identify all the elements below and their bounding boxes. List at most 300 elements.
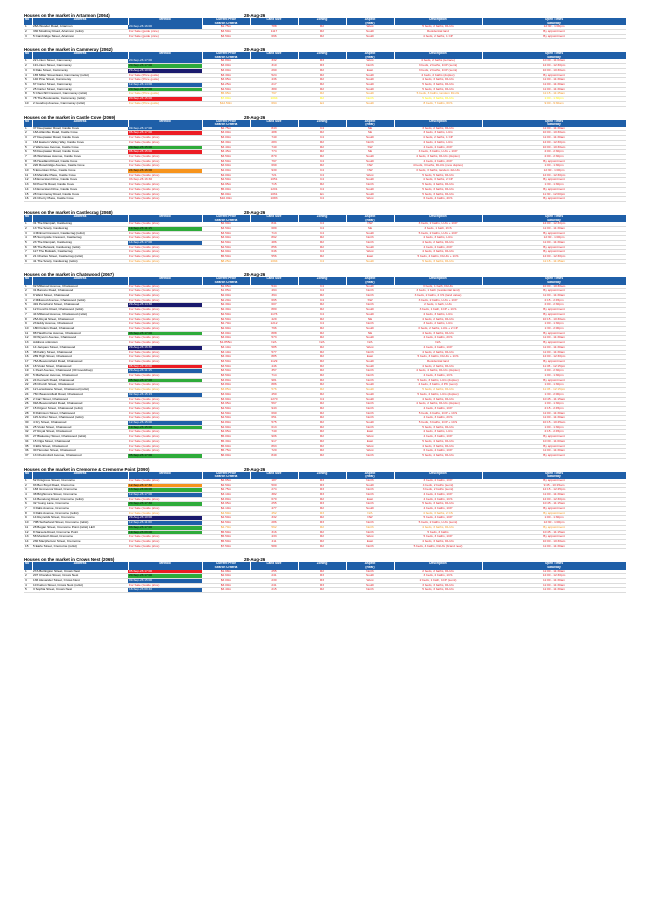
listing-open-times: By appointment [482, 73, 626, 78]
listing-zoning: C4 [298, 136, 346, 141]
listing-aspect: West [346, 250, 394, 255]
col-land-header: Land Size [250, 277, 298, 281]
listing-open-times: By appointment [482, 511, 626, 516]
listing-no: 16 [24, 197, 32, 202]
listing-row[interactable] [24, 259, 626, 264]
listing-zoning: C4 [298, 285, 346, 289]
listing-no: 30 [24, 421, 32, 426]
col-address-header: Address [32, 215, 128, 219]
listing-description: 5 beds, 3 baths, 1CP + 1CS [394, 421, 482, 426]
listing-no: 5 [24, 588, 32, 593]
listing-section [24, 554, 626, 593]
listing-aspect: East [346, 497, 394, 502]
listing-open-times: 10:00 - 10:30am [482, 285, 626, 289]
listing-description: Residential land [394, 359, 482, 364]
listing-address: 21 Charles Street, Castlecrag (relist) [32, 255, 128, 260]
listing-land-size: 450 [250, 392, 298, 397]
listing-address: 58 Murdoch Road, Cremorne [32, 535, 128, 540]
listing-method: For Sale (Guide price) [128, 444, 202, 449]
listing-open-times: 11:00 - 11:30am [482, 345, 626, 350]
col-no-header: No [24, 562, 32, 566]
listing-land-size: 906 [250, 435, 298, 440]
listing-no: 1 [24, 222, 32, 226]
listing-aspect: North [346, 369, 394, 374]
listing-description: 3 beds, 2 baths, LUG [394, 322, 482, 327]
listing-method: For Sale (Guide price) [128, 317, 202, 322]
listing-address: 14 Jacques Street, Chatswood [32, 345, 128, 350]
listing-open-times: By appointment [482, 507, 626, 512]
listing-aspect: North [346, 303, 394, 308]
listing-no: 28 [24, 411, 32, 416]
listing-zoning: R2 [298, 245, 346, 250]
listing-land-size: 1201 [250, 187, 298, 192]
listing-open-times: 11:15 - 11:45am [482, 92, 626, 97]
listing-price: $4.00m [202, 173, 250, 178]
listing-address: 18 Manville Place, Castle Cove [32, 173, 128, 178]
listing-open-times: By appointment [482, 312, 626, 317]
listing-address: 18 Violet Street, Chatswood [32, 364, 128, 369]
listing-method: 06-Sep-26 17:00 [128, 131, 202, 136]
listing-no: 18 [24, 364, 32, 369]
listing-no: 4 [24, 140, 32, 145]
col-method-header: Method [128, 120, 202, 124]
section-header [24, 464, 626, 472]
listing-price: $3.80m [202, 497, 250, 502]
listing-open-times: 10:00 - 10:30am [482, 131, 626, 136]
listing-description: 5 beds, 4 baths, 1CP + 1CS [394, 411, 482, 416]
listing-land-size: 1094 [250, 259, 298, 264]
listing-price: $3.30m [202, 355, 250, 360]
col-price-header: Current Price [202, 277, 250, 281]
listing-zoning: R3 [298, 59, 346, 63]
col-desc-header: Description [394, 18, 482, 22]
listing-aspect: South [346, 192, 394, 197]
listing-price: $2.30m [202, 303, 250, 308]
listing-section [24, 44, 626, 106]
listing-description: 4 beds, 3 baths, LUG [394, 236, 482, 241]
listing-aspect: South [346, 178, 394, 183]
listing-row[interactable] [24, 588, 626, 593]
listing-no: 3 [24, 294, 32, 299]
listing-address: 70B Sutherland Street, Cremorne (relist) [32, 521, 128, 526]
col-aspect-header: Aspect [346, 215, 394, 219]
listing-price: $1.65m [202, 285, 250, 289]
listing-description: 3 beds, 2 baths, LUG + 2 CP [394, 326, 482, 331]
listing-open-times: 11:00 - 11:30am [482, 226, 626, 231]
section-title: Houses on the market in Castlecrag (2068) [24, 209, 113, 215]
listing-price: $2.75m [202, 488, 250, 493]
listing-method: For Sale (Guide price) [128, 449, 202, 454]
listing-row[interactable] [24, 101, 626, 106]
listing-land-size: N/A [250, 341, 298, 346]
listing-aspect: South [346, 29, 394, 34]
listing-description: 3 beds, 2 baths, LUG + 1CP [394, 298, 482, 303]
listing-zoning: R2 [298, 131, 346, 136]
listing-no: 5 [24, 240, 32, 245]
col-aspect-header: Aspect [346, 120, 394, 124]
listing-method: For Sale (Guide price) [128, 411, 202, 416]
listing-description: 4 beds, 4 baths, LUG [394, 140, 482, 145]
col-no-header: No [24, 52, 32, 56]
listing-method: 29-Aug-26 14:30 [128, 303, 202, 308]
listing-row[interactable] [24, 453, 626, 458]
listing-open-times: 11:00 - 11:30am [482, 87, 626, 92]
listing-method: For Sale (Guide price) [128, 308, 202, 313]
listing-no: 5 [24, 145, 32, 150]
listing-no: 6 [24, 502, 32, 507]
listing-no: 13 [24, 341, 32, 346]
listing-address: 25 Carter Street, Cammeray [32, 87, 128, 92]
listing-land-size: 241 [250, 583, 298, 588]
listing-zoning: R2 [298, 383, 346, 388]
listing-aspect: North [346, 294, 394, 299]
listing-address: 117 The Bulwark, Castlecrag [32, 250, 128, 255]
listing-aspect: South [346, 388, 394, 393]
listing-land-size: 380 [250, 87, 298, 92]
listing-open-times: By appointment [482, 250, 626, 255]
listing-address: 60 Peel St Road, Castle Cove [32, 183, 128, 188]
listing-description: 3 beds, 2 baths, LUG + 1CP [394, 222, 482, 226]
listing-address: 230 Macpherson Street, Cremorne [32, 540, 128, 545]
listing-method: For Sale (Guide price) [128, 289, 202, 294]
listing-aspect: East [346, 430, 394, 435]
col-price-header-sub: Search Criteria [202, 56, 250, 60]
listing-zoning: R2 [298, 544, 346, 549]
listing-aspect: South [346, 583, 394, 588]
listing-aspect: South [346, 312, 394, 317]
section-header [24, 10, 626, 18]
listing-land-size: 796 [250, 326, 298, 331]
listing-method: For Sale (Guide price) [128, 336, 202, 341]
listing-aspect: South [346, 421, 394, 426]
listing-price: $5.50m [202, 530, 250, 535]
section-date: 28-Aug-26 [244, 466, 266, 472]
listing-aspect: North [346, 525, 394, 530]
listing-open-times: By appointment [482, 331, 626, 336]
col-price-header-sub: Search Criteria [202, 281, 250, 285]
listing-price: $3.90m [202, 392, 250, 397]
col-land-header: Land Size [250, 472, 298, 476]
listing-price: $4.50m [202, 516, 250, 521]
listing-open-times: By appointment [482, 444, 626, 449]
col-land-header: Land Size [250, 562, 298, 566]
listing-land-size: 575 [250, 421, 298, 426]
listing-aspect: West [346, 579, 394, 584]
col-no-header: No [24, 120, 32, 124]
listing-method: For Sale (Price guide) [128, 101, 202, 106]
listing-description: 5 beds, 3 baths, DLUG [394, 502, 482, 507]
listing-zoning: R3 [298, 583, 346, 588]
listing-method: 12-Sep-26 14:00 [128, 83, 202, 88]
listing-aspect: N/A [346, 511, 394, 516]
col-land-header: Land Size [250, 120, 298, 124]
listing-no: 7 [24, 312, 32, 317]
listing-method: 29-Aug-26 11:15 [128, 369, 202, 374]
listing-description: 3 beds, 1 bath, 2CS [394, 226, 482, 231]
listing-open-times: 1:00 - 1:30pm [482, 425, 626, 430]
listing-zoning: R2 [298, 369, 346, 374]
listing-address: 5 Matheson Avenue, Chatswood [32, 374, 128, 379]
listing-aspect: East [346, 540, 394, 545]
listing-aspect: SW [346, 145, 394, 150]
listing-description: 4 beds, 3 baths, DLUG [394, 397, 482, 402]
listing-description: 3 beds, 2 baths, 1CP [394, 479, 482, 483]
listing-aspect: North [346, 236, 394, 241]
listing-aspect: N/A [346, 341, 394, 346]
listing-zoning: R2 [298, 374, 346, 379]
listing-land-size: 544 [250, 285, 298, 289]
listing-land-size: 689 [250, 226, 298, 231]
col-zoning-header: Zoning [298, 120, 346, 124]
listing-open-times: 12:15 - 12:45pm [482, 488, 626, 493]
col-price-header: Current Price [202, 18, 250, 22]
listing-price: $7.00m [202, 97, 250, 102]
listing-description: 4 beds, 2 baths, 1CP [394, 345, 482, 350]
listing-address: 67 Carter Street, Cammeray [32, 83, 128, 88]
listing-land-size: 613 [250, 425, 298, 430]
listing-description: 3 beds, 3 baths, tandem 4xLUG [394, 169, 482, 174]
listing-price: $4.50m [202, 178, 250, 183]
listing-method: 24-Sep-26 16:00 [128, 169, 202, 174]
listing-method: 29-Aug-26 10:00 [128, 516, 202, 521]
listing-method: 20-Sep-26 17:30 [128, 502, 202, 507]
listing-zoning: R2 [298, 507, 346, 512]
section-title: Houses on the market in Cremorne & Cremorne Point (2090) [24, 466, 150, 472]
listing-zoning: R2 [298, 236, 346, 241]
listing-zoning: E4 [298, 101, 346, 106]
listing-description: 5 beds, 4 baths, DLUG [394, 183, 482, 188]
listing-open-times: 10:30 - 11:00am [482, 439, 626, 444]
listing-land-size: 411 [250, 540, 298, 545]
listing-price: $3.50m [202, 226, 250, 231]
listing-open-times: 10:00 - 10:30am [482, 540, 626, 545]
listing-aspect: West [346, 345, 394, 350]
listing-no: 11 [24, 173, 32, 178]
listing-address: 36 Headland Road, Castle Cove [32, 159, 128, 164]
listing-zoning: R2 [298, 240, 346, 245]
listing-aspect: South [346, 101, 394, 106]
listing-description: 4 beds, 2 baths, DLUG (duplex) [394, 402, 482, 407]
listing-open-times: By appointment [482, 245, 626, 250]
listing-description: 5 beds, 3 baths, DLUG [394, 83, 482, 88]
listing-aspect: SE [346, 127, 394, 131]
listing-no: 8 [24, 255, 32, 260]
listing-zoning: R3 [298, 492, 346, 497]
listing-description: 3 beds, 2 baths (semi) [394, 488, 482, 493]
listing-address: 3 Sophia Street, Crows Nest [32, 588, 128, 593]
listing-land-size: 1061 [250, 192, 298, 197]
listing-land-size: 646 [250, 250, 298, 255]
listing-address: 9 Ward Street, Chatswood [32, 294, 128, 299]
listing-land-size: 740 [250, 136, 298, 141]
listing-land-size: 690 [250, 411, 298, 416]
listing-aspect: East [346, 439, 394, 444]
listing-method: For Sale (Guide price) [128, 479, 202, 483]
listing-land-size: 713 [250, 231, 298, 236]
listing-description: 5 beds, 3 baths, DLUG [394, 425, 482, 430]
listing-price: $12.50m [202, 101, 250, 106]
listing-zoning: R2 [298, 540, 346, 545]
listing-zoning: R2 [298, 364, 346, 369]
listing-no: 11 [24, 525, 32, 530]
listing-aspect: West [346, 444, 394, 449]
listing-price: $3.95m [202, 78, 250, 83]
listing-price: $2.30m [202, 308, 250, 313]
listing-description: 2 beds, 2 baths, DLUG [394, 570, 482, 574]
listing-no: 20 [24, 374, 32, 379]
listing-method: For Sale (Guide price) [128, 402, 202, 407]
listing-land-size: 892 [250, 236, 298, 241]
listing-open-times: 12:00 - 12:30pm [482, 255, 626, 260]
listing-aspect: West [346, 173, 394, 178]
listing-zoning: N/A [298, 341, 346, 346]
listing-land-size: 720 [250, 449, 298, 454]
listings-table [24, 52, 627, 106]
listing-price: $3.50m [202, 29, 250, 34]
listing-land-size: 863 [250, 444, 298, 449]
listing-address: 136 Alexander Street, Crows Nest [32, 579, 128, 584]
listing-zoning: R2 [298, 425, 346, 430]
listing-address: 5 Earle Street, Cremorne (relist) [32, 544, 128, 549]
listing-address: 115 Archer Street, Chatswood (relist) [32, 416, 128, 421]
listing-description: 5 beds, 2 baths, DLUG [394, 388, 482, 393]
listing-address: 31 Barcelo Road, Chatswood [32, 289, 128, 294]
listing-no: 3 [24, 34, 32, 39]
listing-zoning: R2 [298, 435, 346, 440]
listing-address: 13 The Scarp, Castlecrag [32, 226, 128, 231]
listing-price: $2.00m [202, 294, 250, 299]
listing-zoning: C4 [298, 322, 346, 327]
listing-method: For Sale (guide price) [128, 29, 202, 34]
listing-address: 491 Penshurst Street, Chatswood [32, 303, 128, 308]
listing-no: 9 [24, 516, 32, 521]
listing-no: 33 [24, 435, 32, 440]
listing-no: 11 [24, 331, 32, 336]
listing-address: 27A Burlington Street, Crows Nest [32, 570, 128, 574]
listing-aspect: North [346, 479, 394, 483]
listing-land-size: 332 [250, 516, 298, 521]
col-address-header: Address [32, 52, 128, 56]
listing-aspect: South [346, 397, 394, 402]
listing-method: 29-Aug-26 16:30 [128, 345, 202, 350]
listing-zoning: R2 [298, 388, 346, 393]
listing-no: 3 [24, 231, 32, 236]
listing-description: 3 beds, 1 bath (residential land) [394, 289, 482, 294]
listing-method: For Sale (Guide price) [128, 535, 202, 540]
section-title: Houses on the market in Crows Nest (2065) [24, 557, 115, 563]
listing-method: For Sale (Guide price) [128, 350, 202, 355]
listing-description: 4 beds, 3 baths, DLUG [394, 540, 482, 545]
listing-price: $3.50m [202, 364, 250, 369]
listing-description: 5 beds, 4 baths, DLUG [394, 439, 482, 444]
listing-price: $3.95m [202, 402, 250, 407]
listing-aspect: North [346, 502, 394, 507]
listing-aspect: South [346, 483, 394, 488]
col-open-header-sub: Saturday [482, 566, 626, 570]
listing-no: 6 [24, 308, 32, 313]
listing-address: 13 Chelmsford Avenue, Chatswood [32, 453, 128, 458]
listing-price: $4.70m [202, 525, 250, 530]
listing-land-size: 930 [250, 169, 298, 174]
col-open-header-sub: Saturday [482, 219, 626, 223]
listing-zoning: R2 [298, 416, 346, 421]
section-date: 28-Aug-26 [244, 557, 266, 563]
listing-address: 220 Rosebridge Avenue, Castle Cove [32, 164, 128, 169]
listing-open-times: 9:00 - 9:30am [482, 101, 626, 106]
listing-method: For Sale (Guide price) [128, 416, 202, 421]
col-method-header: Method [128, 215, 202, 219]
col-open-header: Open Times [482, 18, 626, 22]
listing-open-times: By appointment [482, 525, 626, 530]
listing-address: 12 Lansdowne Street, Chatswood (relist) [32, 388, 128, 393]
listing-zoning: R2 [298, 336, 346, 341]
listing-address: 18D Fullers Road, Chatswood [32, 326, 128, 331]
col-price-header: Current Price [202, 215, 250, 219]
listing-land-size: 382 [250, 492, 298, 497]
listing-price: $5.60m [202, 444, 250, 449]
listing-description: 4 beds, 3 baths, DLUG [394, 250, 482, 255]
listing-zoning: R2 [298, 183, 346, 188]
listing-section [24, 10, 626, 39]
listing-address: 5 Emerstan Drive, Castle Cove [32, 169, 128, 174]
listing-no: 14 [24, 345, 32, 350]
listing-land-size: 332 [250, 59, 298, 63]
listing-row[interactable] [24, 544, 626, 549]
listing-aspect: North [346, 97, 394, 102]
col-method-header: Method [128, 277, 202, 281]
listing-aspect: South [346, 245, 394, 250]
listing-no: 12 [24, 530, 32, 535]
listing-method: For Sale (Guide price) [128, 222, 202, 226]
listing-open-times: 1:00 - 1:30pm [482, 516, 626, 521]
listing-zoning: R2 [298, 294, 346, 299]
listing-price: $4.95m [202, 430, 250, 435]
listing-aspect: South [346, 364, 394, 369]
listing-address: 32 Young Lane, Cremorne [32, 502, 128, 507]
listing-zoning: R3 [298, 64, 346, 69]
listing-land-size: 670 [250, 497, 298, 502]
listing-method: For Sale (Guide price) [128, 540, 202, 545]
listing-section [24, 207, 626, 265]
listing-address: 2 Warrenee Avenue, Castle Cove [32, 145, 128, 150]
listing-zoning: R2 [298, 453, 346, 458]
listing-open-times: 1:30 - 1:30pm [482, 183, 626, 188]
listing-no: 5 [24, 78, 32, 83]
listing-address: 37 Deepwater Road, Castle Cove [32, 127, 128, 131]
listings-table [24, 277, 627, 458]
listing-open-times: 10:30 - 11:00am [482, 59, 626, 63]
listing-land-size: 788 [250, 25, 298, 29]
listing-row[interactable] [24, 34, 626, 39]
listing-aspect: West [346, 535, 394, 540]
listing-no: 10 [24, 101, 32, 106]
listing-zoning: R3 [298, 502, 346, 507]
listing-open-times: 11:00 - 11:30am [482, 579, 626, 584]
listing-method: For Sale (Guide price) [128, 231, 202, 236]
listing-aspect: NW [346, 222, 394, 226]
listing-no: 2 [24, 29, 32, 34]
listing-description: 5 beds, 2 baths, LUG + 1CP [394, 231, 482, 236]
listing-description: 3 beds, 1 bath, 1CP + 1CS [394, 308, 482, 313]
listing-land-size: 446 [250, 364, 298, 369]
listing-row[interactable] [24, 197, 626, 202]
listing-zoning: R2 [298, 68, 346, 73]
listing-aspect: North [346, 183, 394, 188]
listing-open-times: 11:00 - 11:30am [482, 449, 626, 454]
listing-price: $3.00m [202, 583, 250, 588]
listing-no: 4 [24, 298, 32, 303]
listing-open-times: By appointment [482, 231, 626, 236]
